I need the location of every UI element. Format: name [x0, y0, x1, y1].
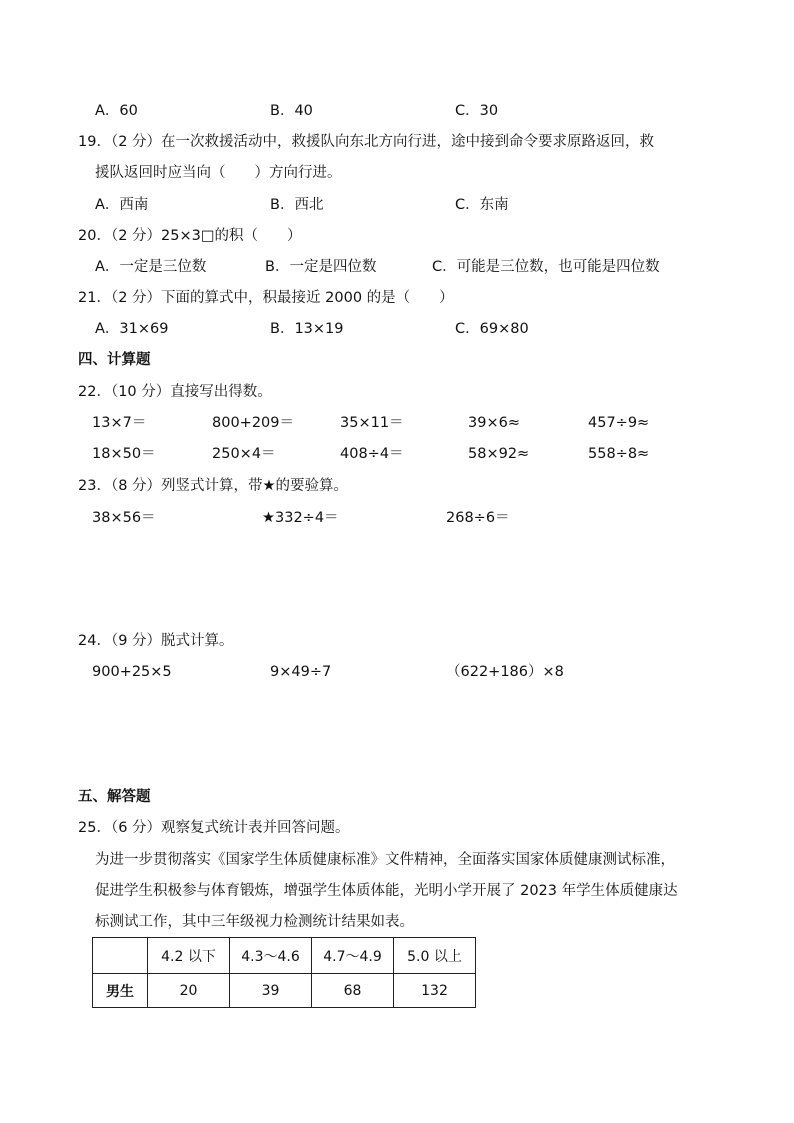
q25-paragraph-line2: 促进学生积极参与体育锻炼，增强学生体质体能，光明小学开展了 2023 年学生体质健康达: [95, 883, 678, 899]
q18-option-c: C．30: [455, 103, 499, 119]
q24-item: （622+186）×8: [446, 664, 564, 680]
q20-stem: 20．（2 分）25×3□的积（ ）: [78, 228, 302, 244]
q22-item: 13×7＝: [92, 415, 147, 431]
q20-option-c: C．可能是三位数，也可能是四位数: [432, 259, 660, 275]
q24-item: 900+25×5: [92, 664, 172, 680]
q22-item: 408÷4＝: [340, 446, 404, 462]
q21-option-b: B．13×19: [270, 321, 344, 337]
q25-stem: 25．（6 分）观察复式统计表并回答问题。: [78, 820, 350, 836]
section-4-title: 四、计算题: [78, 352, 151, 368]
table-cell: 68: [312, 974, 394, 1008]
q21-option-c: C．69×80: [455, 321, 529, 337]
table-header-row: [93, 938, 476, 974]
q20-option-a: A．一定是三位数: [95, 259, 207, 275]
q25-paragraph-line1: 为进一步贯彻落实《国家学生体质健康标准》文件精神，全面落实国家体质健康测试标准，: [95, 852, 675, 868]
q23-stem: 23．（8 分）列竖式计算，带★的要验算。: [78, 478, 349, 494]
q22-item: 35×11＝: [340, 415, 404, 431]
q22-item: 457÷9≈: [588, 415, 650, 431]
q23-item: ★332÷4＝: [262, 510, 339, 526]
table-header-cell: [93, 938, 148, 974]
table-header-cell: 4.7～4.9: [312, 938, 394, 974]
table-row: [93, 974, 476, 1008]
q25-paragraph-line3: 标测试工作，其中三年级视力检测统计结果如表。: [95, 914, 414, 930]
q19-option-b: B．西北: [270, 197, 324, 213]
table-header-cell: 4.3～4.6: [230, 938, 312, 974]
q19-option-a: A．西南: [95, 197, 149, 213]
q22-item: 800+209＝: [212, 415, 295, 431]
table-cell: 39: [230, 974, 312, 1008]
table-cell: 132: [394, 974, 476, 1008]
table-header-cell: 4.2 以下: [148, 938, 230, 974]
table-header-cell: 5.0 以上: [394, 938, 476, 974]
q24-stem: 24．（9 分）脱式计算。: [78, 633, 234, 649]
q18-option-b: B．40: [270, 103, 313, 119]
table-cell: 20: [148, 974, 230, 1008]
q21-option-a: A．31×69: [95, 321, 169, 337]
q22-item: 58×92≈: [468, 446, 530, 462]
q19-option-c: C．东南: [455, 197, 509, 213]
q19-stem-line2: 援队返回时应当向（ ）方向行进。: [95, 165, 342, 181]
q22-stem: 22．（10 分）直接写出得数。: [78, 384, 272, 400]
table-row-label: 男生: [93, 974, 148, 1008]
q21-stem: 21．（2 分）下面的算式中，积最接近 2000 的是（ ）: [78, 290, 454, 306]
q22-item: 250×4＝: [212, 446, 276, 462]
q24-item: 9×49÷7: [270, 664, 332, 680]
q22-item: 558÷8≈: [588, 446, 650, 462]
q23-item: 38×56＝: [92, 510, 156, 526]
q22-item: 18×50＝: [92, 446, 156, 462]
q19-stem-line1: 19．（2 分）在一次救援活动中，救援队向东北方向行进，途中接到命令要求原路返回，救: [78, 134, 655, 150]
q23-item: 268÷6＝: [446, 510, 510, 526]
q22-item: 39×6≈: [468, 415, 520, 431]
q18-option-a: A．60: [95, 103, 138, 119]
q20-option-b: B．一定是四位数: [265, 259, 377, 275]
section-5-title: 五、解答题: [78, 789, 151, 805]
vision-stats-table: [92, 937, 476, 1008]
